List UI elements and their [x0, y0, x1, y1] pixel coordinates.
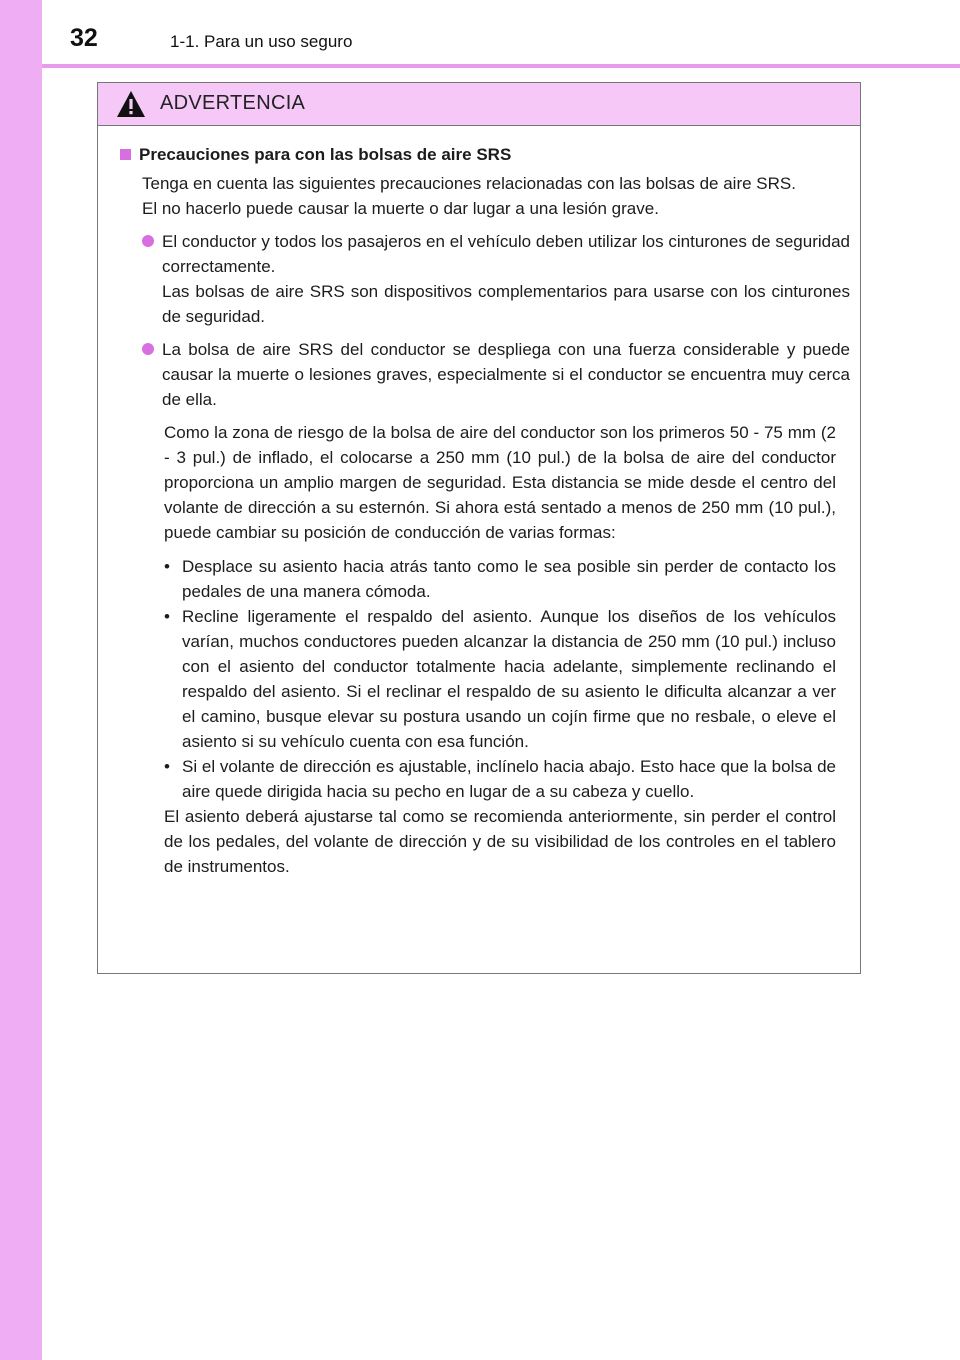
- list-item-text: El conductor y todos los pasajeros en el vehículo deben utilizar los cinturones de seguridad correctamente.: [162, 232, 850, 276]
- list-item-text: Desplace su asiento hacia atrás tanto como le sea posible sin perder de contacto los pedales de una manera cómoda.: [182, 557, 836, 601]
- list-item: [164, 554, 836, 604]
- list-item-text: Si el volante de dirección es ajustable, inclínelo hacia abajo. Esto hace que la bolsa de aire quede dirigida hacia su pecho en lugar de a su cabeza y cuello.: [182, 757, 836, 801]
- list-item: [164, 754, 836, 804]
- page-number: 32: [70, 24, 98, 52]
- list-item-text: Recline ligeramente el respaldo del asiento. Aunque los diseños de los vehículos varían, muchos conductores pueden alcanzar la distancia de 250 mm (10 pul.) incluso con el asiento del conductor totalmente hacia adelante, simplemente reclinando el respaldo del asiento. Si el reclinar el respaldo de su asiento le dificulta alcanzar a ver el camino, busque elevar su postura usando un cojín firme que no resbale, o eleve el asiento si su vehículo cuenta con esa función.: [182, 607, 836, 751]
- warning-subheading-text: Precauciones para con las bolsas de aire SRS: [139, 145, 512, 164]
- header-divider: [42, 64, 960, 68]
- warning-header: [98, 83, 860, 126]
- intro-paragraph-2: El no hacerlo puede causar la muerte o dar lugar a una lesión grave.: [142, 199, 659, 218]
- warning-triangle-icon: [116, 90, 146, 118]
- list-item-text: Las bolsas de aire SRS son dispositivos complementarios para usarse con los cinturones de seguridad.: [162, 282, 850, 326]
- list-item: [120, 337, 850, 412]
- square-bullet-icon: [120, 149, 131, 160]
- adjustment-list: [164, 554, 836, 804]
- round-bullet-icon: [142, 343, 154, 355]
- section-title: 1-1. Para un uso seguro: [170, 32, 353, 51]
- bullet-mark: •: [164, 557, 170, 576]
- detail-paragraph: Como la zona de riesgo de la bolsa de aire del conductor son los primeros 50 - 75 mm (2 - 3 pul.) de inflado, el colocarse a 250 mm (10 pul.) de la bolsa de aire del conductor proporciona un amplio margen de seguridad. Esta distancia se mide desde el centro del volante de dirección a su esternón. Si ahora está sentado a menos de 250 mm (10 pul.), puede cambiar su posición de conducción de varias formas:: [164, 423, 836, 542]
- list-item: [164, 604, 836, 754]
- closing-paragraph: El asiento deberá ajustarse tal como se recomienda anteriormente, sin perder el control de los pedales, del volante de dirección y de su visibilidad de los controles en el tablero de instrumentos.: [164, 807, 836, 876]
- warning-subheading: [120, 142, 850, 167]
- bullet-mark: •: [164, 757, 170, 776]
- warning-title: ADVERTENCIA: [160, 92, 306, 114]
- list-item: [120, 229, 850, 329]
- list-item-text: La bolsa de aire SRS del conductor se despliega con una fuerza considerable y puede causar la muerte o lesiones graves, especialmente si el conductor se encuentra muy cerca de ella.: [162, 340, 850, 409]
- intro-paragraph-1: Tenga en cuenta las siguientes precauciones relacionadas con las bolsas de aire SRS.: [142, 174, 796, 193]
- warning-box: [97, 82, 861, 974]
- side-color-strip: [0, 0, 42, 1360]
- round-bullet-icon: [142, 235, 154, 247]
- warning-body: [98, 126, 860, 879]
- bullet-mark: •: [164, 607, 170, 626]
